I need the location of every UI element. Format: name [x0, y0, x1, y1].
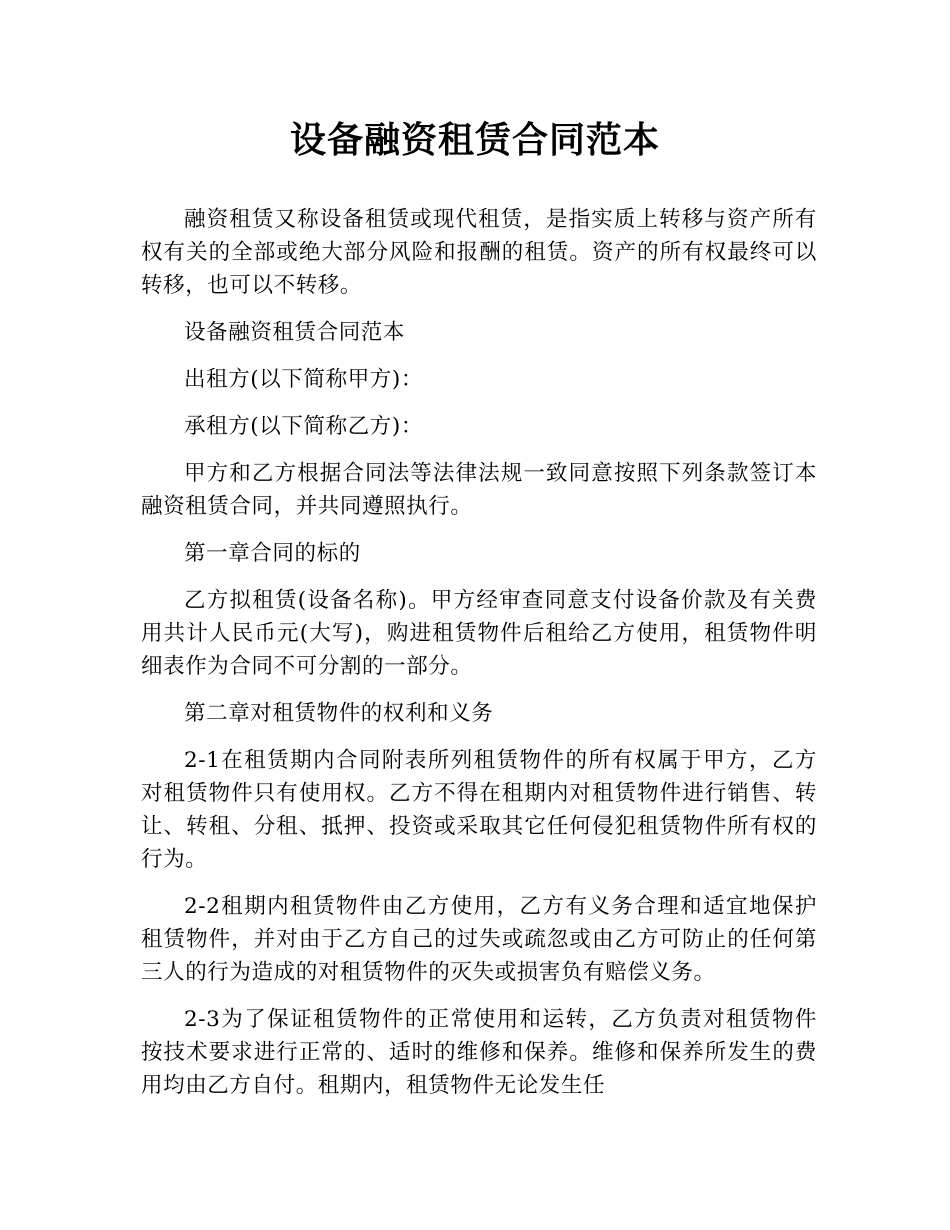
- paragraph-agreement: 甲方和乙方根据合同法等法律法规一致同意按照下列条款签订本融资租赁合同，并共同遵照执行。: [141, 461, 817, 519]
- clause-2-3: 2-3为了保证租赁物件的正常使用和运转，乙方负责对租赁物件按技术要求进行正常的、适时的维修和保养。维修和保养所发生的费用均由乙方自付。租期内，租赁物件无论发生任: [141, 1007, 817, 1098]
- paragraph-lessee: 承租方(以下简称乙方)：: [184, 414, 423, 439]
- paragraph-lessor: 出租方(以下简称甲方)：: [184, 367, 423, 392]
- clause-2-1: 2-1在租赁期内合同附表所列租赁物件的所有权属于甲方，乙方对租赁物件只有使用权。乙方不得在租期内对租赁物件进行销售、转让、转租、分租、抵押、投资或采取其它任何侵犯租赁物件所有权的行为。: [141, 748, 817, 872]
- paragraph-intro: 融资租赁又称设备租赁或现代租赁，是指实质上转移与资产所有权有关的全部或绝大部分风险和报酬的租赁。资产的所有权最终可以转移，也可以不转移。: [141, 207, 817, 298]
- document-title: 设备融资租赁合同范本: [289, 120, 660, 161]
- document-body: [141, 203, 817, 1116]
- paragraph-chapter-1: 乙方拟租赁(设备名称)。甲方经审查同意支付设备价款及有关费用共计人民币元(大写)，购进租赁物件后租给乙方使用，租赁物件明细表作为合同不可分割的一部分。: [141, 588, 817, 679]
- chapter-1-heading: 第一章合同的标的: [184, 541, 361, 566]
- clause-2-2: 2-2租期内租赁物件由乙方使用，乙方有义务合理和适宜地保护租赁物件，并对由于乙方自己的过失或疏忽或由乙方可防止的任何第三人的行为造成的对租赁物件的灭失或损害负有赔偿义务。: [141, 894, 817, 985]
- chapter-2-heading: 第二章对租赁物件的权利和义务: [184, 701, 494, 726]
- paragraph-contract-name: 设备融资租赁合同范本: [184, 320, 406, 345]
